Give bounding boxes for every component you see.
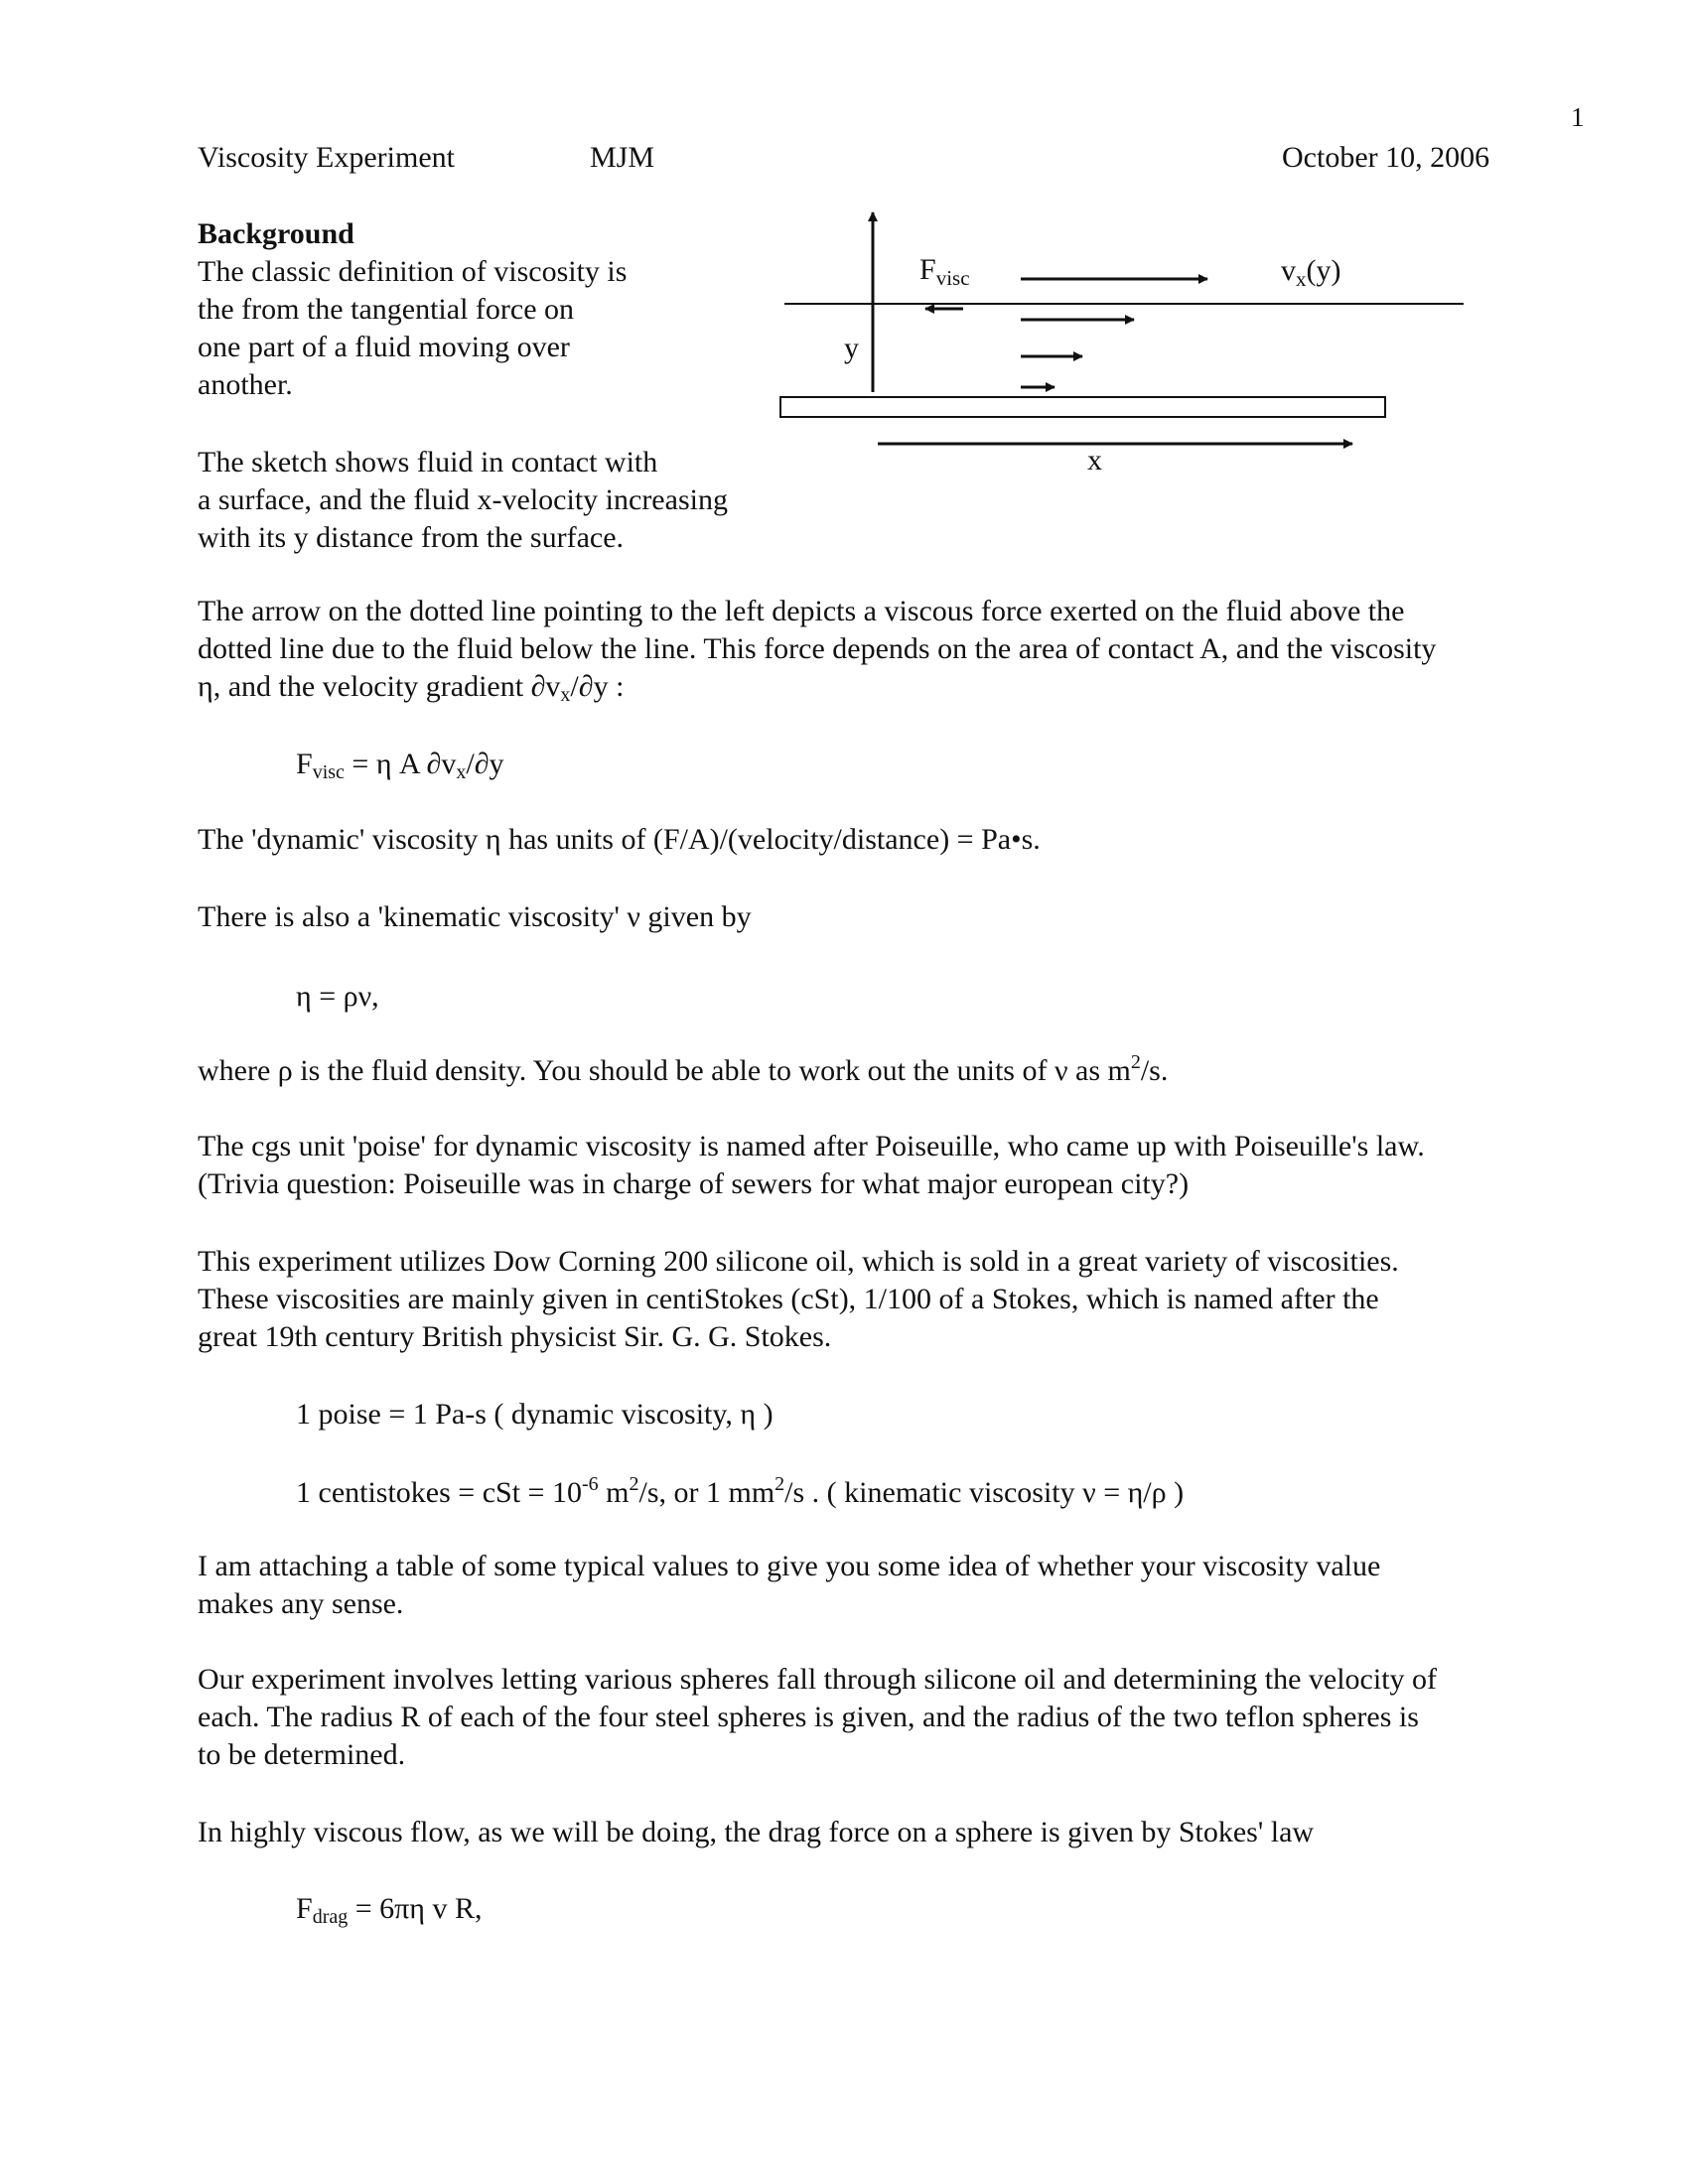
text-line: to be determined. <box>198 1738 406 1771</box>
text-line: The classic definition of viscosity is <box>198 255 628 288</box>
f-visc-label: $F_{visc}$ <box>919 253 970 290</box>
dow-corning-paragraph <box>198 1243 1399 1356</box>
page-number: 1 <box>1571 102 1585 132</box>
text-line: another. <box>198 368 293 401</box>
text-line: with its y distance from the surface. <box>198 521 625 554</box>
viscous-force-equation: $F_{visc} = \eta$ A $\partial v_x/\partial y$ <box>296 748 504 783</box>
doc-author: MJM <box>590 141 655 174</box>
text-line: dotted line due to the fluid below the line. This force depends on the area of contact A, and the viscosity <box>198 632 1437 665</box>
vx-label: $v_x(y)$ <box>1281 254 1341 291</box>
doc-title: Viscosity Experiment <box>198 141 455 174</box>
text-line: The 'dynamic' viscosity η has units of (F/A)/(velocity/distance) = Pa•s. <box>198 823 1041 856</box>
poise-equation: 1 poise = 1 Pa-s ( dynamic viscosity, η ) <box>296 1398 774 1431</box>
text-line: a surface, and the fluid x-velocity increasing <box>198 483 728 516</box>
text-line: These viscosities are mainly given in centiStokes (cSt), 1/100 of a Stokes, which is named after the <box>198 1283 1379 1315</box>
text-line: I am attaching a table of some typical values to give you some idea of whether your viscosity value <box>198 1550 1381 1582</box>
kinematic-paragraph <box>198 898 752 936</box>
stokes-paragraph <box>198 1814 1314 1851</box>
centistokes-equation: 1 centistokes = cSt = $10^{-6}$ $m^2/s$, or 1 $mm^2/s$ . ( kinematic viscosity ν = η/ρ ) <box>296 1473 1185 1509</box>
x-label: x <box>1087 444 1102 477</box>
text-line: each. The radius R of each of the four steel spheres is given, and the radius of the two teflon spheres is <box>198 1701 1419 1733</box>
text-line: where ρ is the fluid density. You should be able to work out the units of ν as $m^2/s$. <box>198 1051 1169 1087</box>
text-line: There is also a 'kinematic viscosity' ν given by <box>198 900 752 933</box>
text-line: The arrow on the dotted line pointing to the left depicts a viscous force exerted on the fluid above the <box>198 595 1405 627</box>
y-label: y <box>844 332 859 364</box>
velocity-profile-diagram <box>755 199 1470 486</box>
text-line: makes any sense. <box>198 1587 404 1620</box>
text-line: Our experiment involves letting various spheres fall through silicone oil and determining the velocity of <box>198 1663 1438 1696</box>
kinematic-equation: η = ρν, <box>296 980 379 1013</box>
text-line: The cgs unit 'poise' for dynamic viscosity is named after Poiseuille, who came up with Poiseuille's law. <box>198 1130 1425 1162</box>
experiment-paragraph <box>198 1661 1437 1774</box>
density-paragraph <box>198 1052 1168 1090</box>
text-line: This experiment utilizes Dow Corning 200 silicone oil, which is sold in a great variety of viscosities. <box>198 1245 1399 1278</box>
sketch-paragraph <box>198 444 728 557</box>
text-line: η, and the velocity gradient $\partial v_x/\partial y$ : <box>198 670 625 706</box>
stokes-law-equation: $F_{drag} = 6\pi\eta$ v R, <box>296 1892 483 1928</box>
section-heading: Background <box>198 217 354 250</box>
text-line: one part of a fluid moving over <box>198 331 570 363</box>
surface-plate <box>780 397 1385 417</box>
intro-paragraph <box>198 253 627 404</box>
text-line: the from the tangential force on <box>198 293 575 326</box>
units-paragraph <box>198 821 1041 859</box>
arrow-paragraph <box>198 593 1436 706</box>
doc-date: October 10, 2006 <box>1282 141 1490 174</box>
table-paragraph <box>198 1548 1380 1623</box>
text-line: (Trivia question: Poiseuille was in charge of sewers for what major european city?) <box>198 1167 1190 1200</box>
text-line: In highly viscous flow, as we will be doing, the drag force on a sphere is given by Stokes' law <box>198 1816 1315 1848</box>
poise-paragraph <box>198 1128 1425 1203</box>
text-line: The sketch shows fluid in contact with <box>198 446 658 478</box>
text-line: great 19th century British physicist Sir. G. G. Stokes. <box>198 1320 832 1353</box>
